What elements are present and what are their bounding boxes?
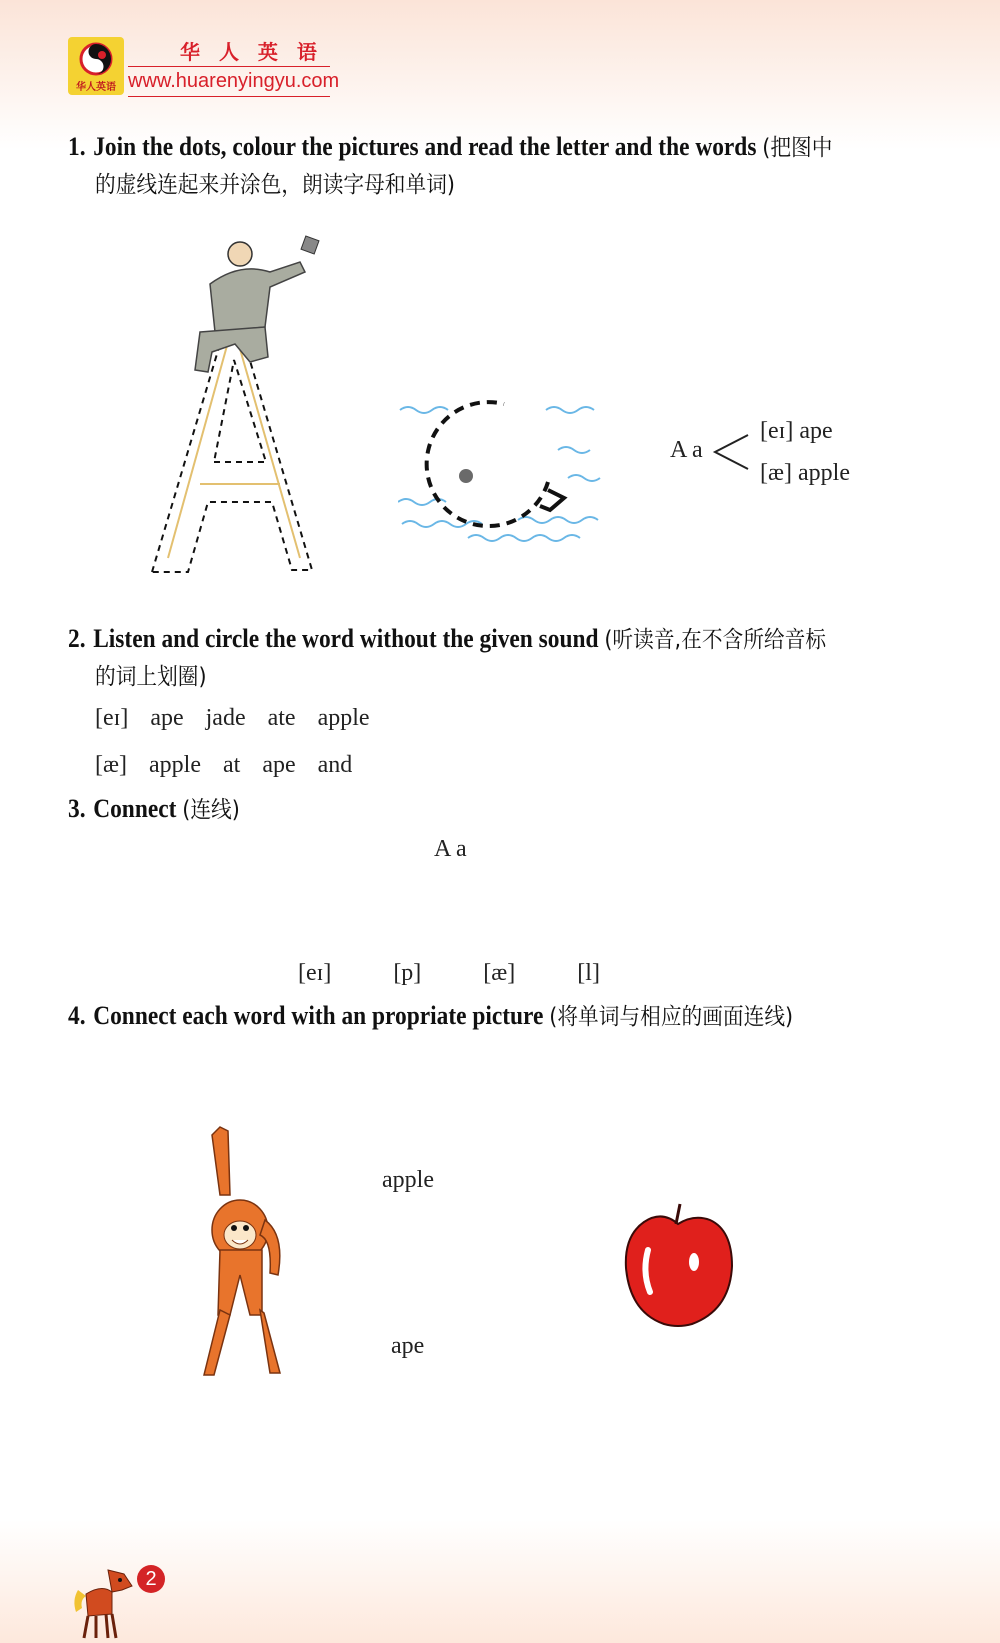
- q4-word-apple[interactable]: apple: [382, 1167, 434, 1193]
- q4-text: Connect each word with an propriate picture: [93, 1001, 544, 1030]
- q3-sound-option[interactable]: [l]: [577, 960, 600, 986]
- q4-cn: (将单词与相应的画面连线): [549, 1004, 794, 1030]
- logo-text: 华人英语: [76, 82, 116, 93]
- q2-word-option[interactable]: ape: [150, 705, 184, 731]
- q1-cn-2: 的虚线连起来并涂色，朗读字母和单词): [95, 172, 455, 198]
- q1-sound-1: [eɪ]: [760, 418, 794, 444]
- q2-row-1: [95, 705, 386, 732]
- q3-cn: (连线): [182, 797, 240, 823]
- q1-heading: [68, 128, 968, 167]
- q2-row-2-sound: [æ]: [95, 752, 127, 778]
- q2-word-option[interactable]: and: [317, 752, 353, 778]
- q1-sound-1-row: [760, 418, 833, 445]
- q1-cn-1: (把图中: [762, 135, 833, 161]
- q3-letter[interactable]: A a: [434, 836, 467, 862]
- q3-sound-option[interactable]: [æ]: [483, 960, 516, 986]
- q3-number: 3.: [68, 794, 86, 823]
- apple-picture[interactable]: [618, 1200, 738, 1330]
- branch-bracket: [712, 432, 752, 472]
- website-link[interactable]: www.huarenyingyu.com: [128, 70, 340, 92]
- q3-sound-option[interactable]: [p]: [393, 960, 422, 986]
- q4-word-ape[interactable]: ape: [391, 1333, 425, 1359]
- q1-word-1: ape: [799, 418, 833, 444]
- q1-text: Join the dots, colour the pictures and read the letter and the words: [93, 132, 757, 161]
- q3-sound-option[interactable]: [eɪ]: [298, 960, 332, 986]
- q1-heading-line2: [95, 165, 455, 204]
- q1-sound-2: [æ]: [760, 460, 792, 486]
- horse-mascot-icon: [68, 1560, 138, 1640]
- q2-word-option[interactable]: jade: [205, 705, 246, 731]
- q2-heading-line2: [95, 657, 207, 696]
- q2-text: Listen and circle the word without the given sound: [93, 624, 599, 653]
- divider: [128, 66, 330, 67]
- q1-letter: A a: [670, 437, 703, 463]
- q2-cn-2: 的词上划圈): [95, 664, 207, 690]
- q2-heading: [68, 620, 968, 659]
- ladder-letter-a-illustration: [140, 232, 340, 577]
- brand-name: 华 人 英 语: [180, 40, 323, 64]
- q2-word-option[interactable]: at: [222, 752, 241, 778]
- q3-heading: [68, 790, 240, 829]
- q1-number: 1.: [68, 132, 86, 161]
- q1-sound-2-row: [760, 460, 850, 487]
- q2-cn-1: (听读音,在不含所给音标: [604, 627, 827, 653]
- q1-word-2: apple: [798, 460, 850, 486]
- page-number-badge: 2: [137, 1565, 165, 1593]
- q2-word-option[interactable]: apple: [317, 705, 370, 731]
- divider: [128, 96, 330, 97]
- q3-sounds-row: [298, 960, 656, 987]
- logo-badge: [68, 37, 124, 95]
- q2-word-option[interactable]: ape: [262, 752, 296, 778]
- q2-row-1-sound: [eɪ]: [95, 705, 129, 731]
- q2-row-2: [95, 752, 368, 779]
- apple-in-water-illustration: [398, 398, 618, 568]
- q2-number: 2.: [68, 624, 86, 653]
- q2-word-option[interactable]: apple: [149, 752, 201, 778]
- q4-heading: [68, 997, 968, 1036]
- q2-word-option[interactable]: ate: [267, 705, 296, 731]
- q3-text: Connect: [93, 794, 177, 823]
- q4-number: 4.: [68, 1001, 86, 1030]
- monkey-picture[interactable]: [190, 1125, 300, 1380]
